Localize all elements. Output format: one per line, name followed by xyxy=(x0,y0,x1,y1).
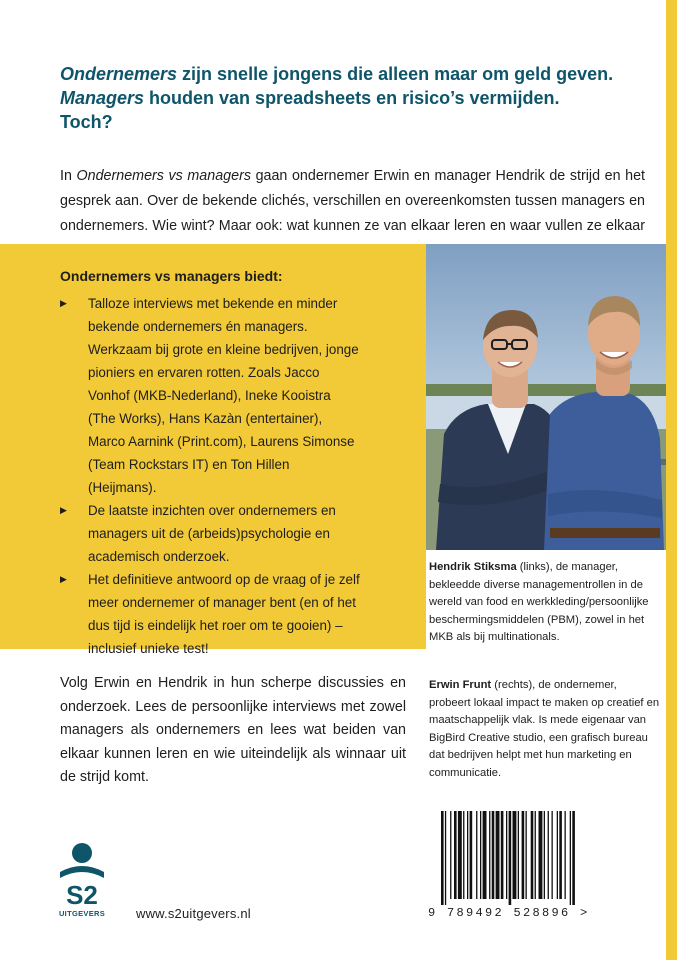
isbn-barcode xyxy=(429,811,624,921)
barcode-bar xyxy=(489,811,490,899)
publisher-website: www.s2uitgevers.nl xyxy=(136,906,251,921)
barcode-bar xyxy=(454,811,457,899)
barcode-bar xyxy=(518,811,519,899)
publisher-name: UITGEVERS xyxy=(58,909,106,918)
barcode-bar xyxy=(531,811,534,899)
bullet-icon: ▶ xyxy=(60,298,67,308)
barcode-bar xyxy=(470,811,473,899)
highlights-title: Ondernemers vs managers biedt: xyxy=(60,268,283,284)
barcode-bar xyxy=(480,811,481,899)
book-title: Ondernemers vs managers xyxy=(76,168,251,184)
barcode-bar xyxy=(557,811,558,899)
barcode-bar xyxy=(565,811,566,899)
authors-photo xyxy=(426,244,666,550)
barcode-bar xyxy=(526,811,527,899)
barcode-bar xyxy=(467,811,468,899)
highlights-list xyxy=(60,292,360,660)
closing-paragraph: Volg Erwin en Hendrik in hun scherpe discussies en onderzoek. Lees de persoonlijke interviews met zowel managers als ondernemers en lees wat beiden van elkaar kunnen leren en wie uiteindelijk als winnaar uit de strijd komt. xyxy=(60,675,406,785)
bio-name: Hendrik Stiksma xyxy=(429,561,517,573)
barcode-bar xyxy=(548,811,549,899)
barcode-bar xyxy=(445,811,446,905)
bullet-icon: ▶ xyxy=(60,505,67,515)
spine-edge-stripe xyxy=(666,0,677,960)
barcode-bar xyxy=(501,811,504,899)
barcode-bar xyxy=(496,811,500,899)
barcode-bar xyxy=(483,811,487,899)
barcode-bar xyxy=(539,811,543,899)
list-item: ▶ Talloze interviews met bekende en minder bekende ondernemers én managers. Werkzaam bij grote en kleine bedrijven, jonge pioniers en ervaren rotten. Zoals Jacco Vonhof (MKB-Nederland), Ineke Kooistra (The Works), Hans Kazàn (entertainer), Marco Aarnink (Print.com), Laurens Simonse (Team Rockstars IT) en Ton Hillen (Heijmans). xyxy=(60,292,360,499)
headline-line-3: Toch? xyxy=(60,112,113,132)
bio-name: Erwin Frunt xyxy=(429,679,492,691)
isbn-number: 9 789492 528896 > xyxy=(428,906,590,920)
bio-erwin: Erwin Frunt (rechts), de ondernemer, probeert lokaal impact te maken op creatief en maatschappelijk vlak. Is mede eigenaar van BigBird Creative studio, een grafisch bureau dat bedrijven helpt met hun marketing en communicatie. xyxy=(429,679,660,779)
barcode-bar xyxy=(535,811,536,899)
headline xyxy=(60,62,640,134)
list-item: ▶ Het definitieve antwoord op de vraag of je zelf meer ondernemer of manager bent (en of het dus tijd is eindelijk het roer om te gooien) – inclusief unieke test! xyxy=(60,568,360,660)
barcode-bar xyxy=(506,811,507,899)
intro-paragraph: In Ondernemers vs managers gaan ondernemer Erwin en manager Hendrik de strijd en het gesprek aan. Over de bekende clichés, verschillen en overeenkomsten tussen managers en ondernemers. Wie wint? Maar ook: wat kunnen ze van elkaar leren en waar vullen ze elkaar xyxy=(60,168,645,234)
barcode-bar xyxy=(544,811,545,899)
list-item: ▶ De laatste inzichten over ondernemers en managers uit de (arbeids)psychologie en academisch onderzoek. xyxy=(60,499,360,568)
barcode-bar xyxy=(522,811,525,899)
barcode-bar xyxy=(476,811,477,899)
bio-hendrik: Hendrik Stiksma (links), de manager, bekleedde diverse managementrollen in de wereld van food en werkkleding/persoonlijke beschermingsmiddelen (PBM), zowel in het MKB als bij multinationals. xyxy=(429,561,649,643)
headline-line-1: Ondernemers zijn snelle jongens die alleen maar om geld geven. xyxy=(60,64,614,84)
barcode-bar xyxy=(572,811,575,905)
barcode-bar xyxy=(458,811,462,899)
barcode-bar xyxy=(450,811,451,899)
barcode-bar xyxy=(552,811,553,899)
headline-line-2: Managers houden van spreadsheets en risico’s vermijden. xyxy=(60,88,560,108)
barcode-bar xyxy=(492,811,495,899)
barcode-bar xyxy=(513,811,517,899)
svg-text:S2: S2 xyxy=(66,880,98,910)
bullet-icon: ▶ xyxy=(60,574,67,584)
barcode-bar xyxy=(463,811,464,899)
barcode-bar xyxy=(559,811,562,899)
authors-photo-illustration xyxy=(426,244,666,550)
barcode-bar xyxy=(441,811,444,905)
barcode-bar xyxy=(570,811,571,905)
barcode-bar xyxy=(509,811,512,905)
